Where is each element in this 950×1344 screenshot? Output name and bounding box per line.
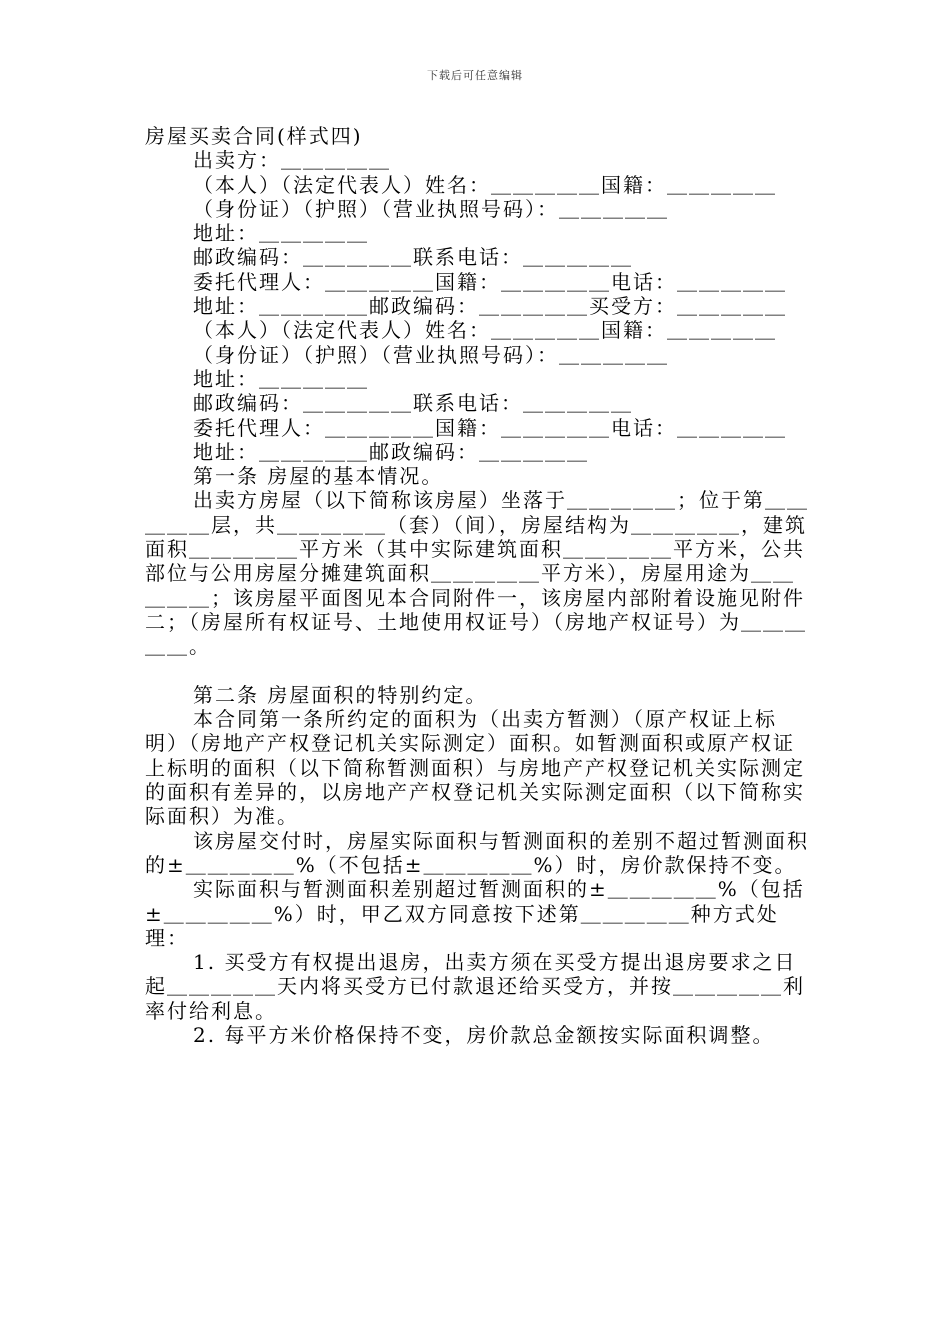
seller-id-line: （身份证）（护照）（营业执照号码）：＿＿＿＿＿ <box>193 196 669 221</box>
buyer-name-line: （本人）（法定代表人）姓名：＿＿＿＿＿国籍：＿＿＿＿＿ <box>193 318 777 343</box>
article-2-option-1: 1. 买受方有权提出退房，出卖方须在买受方提出退房要求之日起＿＿＿＿＿天内将买受方已付款退还给买受方，并按＿＿＿＿＿利率付给利息。 <box>145 950 805 1023</box>
seller-name-line: （本人）（法定代表人）姓名：＿＿＿＿＿国籍：＿＿＿＿＿ <box>193 172 777 197</box>
document-title: 房屋买卖合同(样式四) <box>145 124 363 148</box>
buyer-agent-line: 委托代理人：＿＿＿＿＿国籍：＿＿＿＿＿电话：＿＿＿＿＿ <box>193 415 787 440</box>
article-2-paragraph-3: 实际面积与暂测面积差别超过暂测面积的±＿＿＿＿＿%（包括±＿＿＿＿＿%）时，甲乙双方同意按下述第＿＿＿＿＿种方式处理： <box>145 877 805 950</box>
buyer-id-line: （身份证）（护照）（营业执照号码）：＿＿＿＿＿ <box>193 342 669 367</box>
seller-label: 出卖方：＿＿＿＿＿ <box>193 148 391 173</box>
seller-postcode-line: 邮政编码：＿＿＿＿＿联系电话：＿＿＿＿＿ <box>193 245 633 270</box>
article-2-option-2: 2. 每平方米价格保持不变，房价款总金额按实际面积调整。 <box>193 1022 775 1047</box>
seller-address-line: 地址：＿＿＿＿＿ <box>193 221 369 246</box>
header-watermark: 下载后可任意编辑 <box>427 69 523 82</box>
article-2-paragraph-1: 本合同第一条所约定的面积为（出卖方暂测）（原产权证上标明）（房地产产权登记机关实际测定）面积。如暂测面积或原产权证上标明的面积（以下简称暂测面积）与房地产产权登记机关实际测定的面积有差异的，以房地产产权登记机关实际测定面积（以下简称实际面积）为准。 <box>145 707 805 829</box>
seller-agent-address-line: 地址：＿＿＿＿＿邮政编码：＿＿＿＿＿买受方：＿＿＿＿＿ <box>193 294 787 319</box>
seller-agent-line: 委托代理人：＿＿＿＿＿国籍：＿＿＿＿＿电话：＿＿＿＿＿ <box>193 269 787 294</box>
buyer-address-line: 地址：＿＿＿＿＿ <box>193 366 369 391</box>
article-1-paragraph: 出卖方房屋（以下简称该房屋）坐落于＿＿＿＿＿；位于第＿＿＿＿＿层，共＿＿＿＿＿（套）（间），房屋结构为＿＿＿＿＿，建筑面积＿＿＿＿＿平方米（其中实际建筑面积＿＿＿＿＿平方米，公共部位与公用房屋分摊建筑面积＿＿＿＿＿平方米），房屋用途为＿＿＿＿＿；该房屋平面图见本合同附件一，该房屋内部附着设施见附件二；（房屋所有权证号、土地使用权证号）（房地产权证号）为＿＿＿＿＿。 <box>145 488 809 659</box>
article-2-paragraph-2: 该房屋交付时，房屋实际面积与暂测面积的差别不超过暂测面积的±＿＿＿＿＿%（不包括±＿＿＿＿＿%）时，房价款保持不变。 <box>145 828 809 877</box>
buyer-agent-address-line: 地址：＿＿＿＿＿邮政编码：＿＿＿＿＿ <box>193 439 589 464</box>
article-1-heading: 第一条 房屋的基本情况。 <box>193 464 444 489</box>
document-body <box>145 124 810 1047</box>
buyer-postcode-line: 邮政编码：＿＿＿＿＿联系电话：＿＿＿＿＿ <box>193 391 633 416</box>
blank-line <box>145 659 810 683</box>
article-2-heading: 第二条 房屋面积的特别约定。 <box>193 682 488 707</box>
